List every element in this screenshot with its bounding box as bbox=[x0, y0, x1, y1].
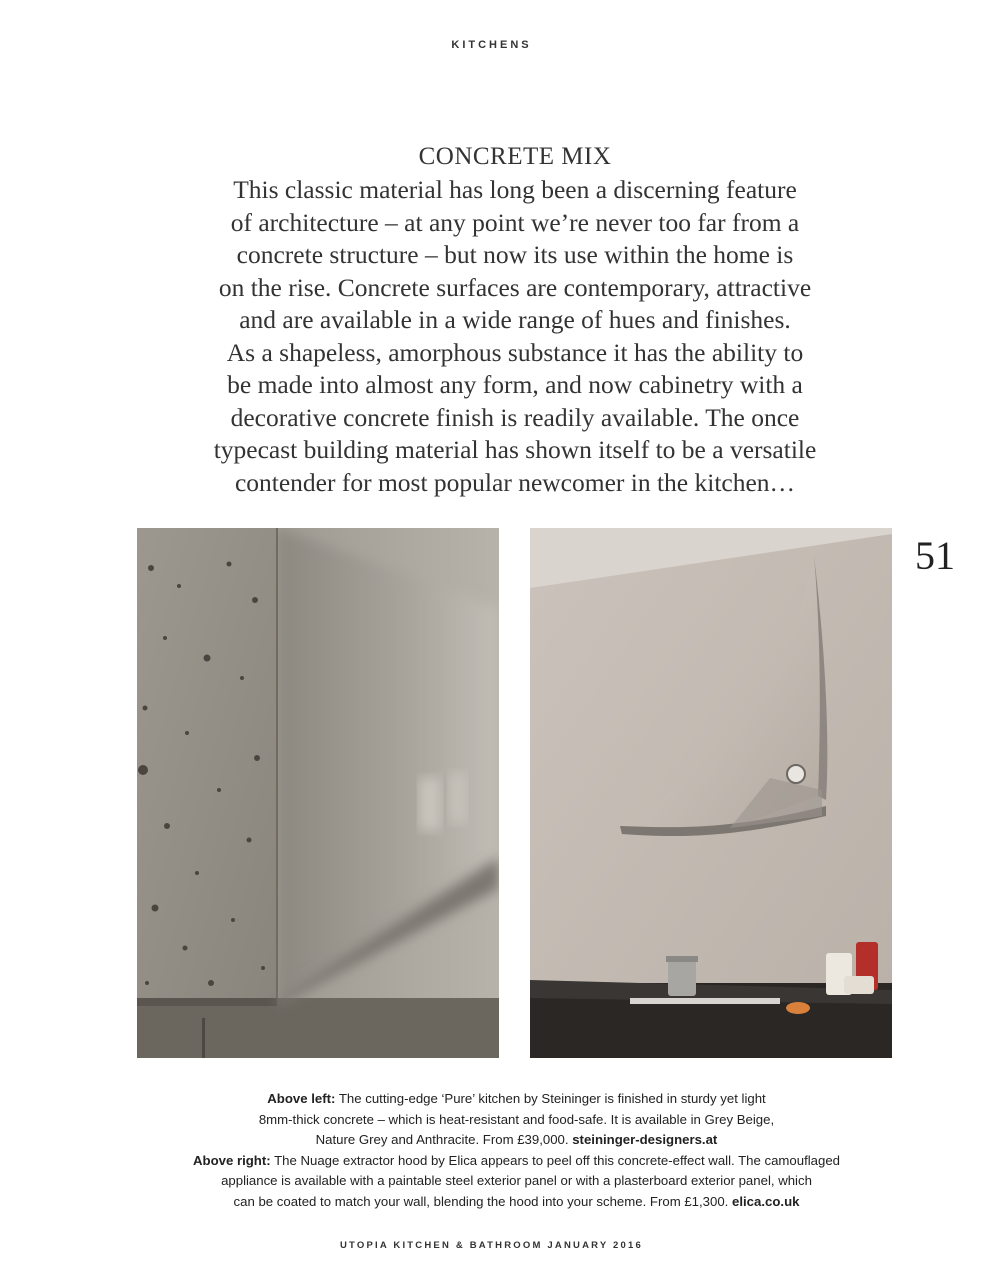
caption-text: can be coated to match your wall, blending the hood into your scheme. From £1,300. bbox=[233, 1193, 733, 1209]
caption-line: 8mm-thick concrete – which is heat-resistant and food-safe. It is available in Grey Beige, bbox=[258, 1111, 775, 1127]
page-footer: UTOPIA KITCHEN & BATHROOM JANUARY 2016 bbox=[339, 1240, 643, 1251]
caption-label-right: Above right: bbox=[192, 1152, 271, 1168]
caption-line bbox=[120, 1192, 913, 1213]
intro-line: typecast building material has shown itself to be a versatile bbox=[213, 435, 817, 464]
photo-captions bbox=[120, 1089, 913, 1212]
page-number: 51 bbox=[915, 533, 955, 578]
intro-line: decorative concrete finish is readily available. The once bbox=[230, 402, 800, 432]
article-title: CONCRETE MIX bbox=[418, 143, 612, 170]
intro-line: of architecture – at any point we’re never too far from a bbox=[230, 207, 800, 237]
caption-text: The cutting-edge ‘Pure’ kitchen by Steininger is finished in sturdy yet light bbox=[335, 1091, 766, 1106]
intro-line: contender for most popular newcomer in the kitchen… bbox=[234, 467, 796, 497]
elica-link: elica.co.uk bbox=[732, 1193, 800, 1209]
concrete-worktop-photo bbox=[137, 528, 499, 1058]
intro-line: on the rise. Concrete surfaces are contemporary, attractive bbox=[218, 272, 812, 302]
caption-text: Nature Grey and Anthracite. From £39,000. bbox=[315, 1132, 573, 1147]
steininger-link: steininger-designers.at bbox=[572, 1132, 718, 1147]
caption-line: appliance is available with a paintable steel exterior panel or with a plasterboard exterior panel, which bbox=[221, 1173, 812, 1188]
caption-label-left: Above left: bbox=[267, 1091, 336, 1106]
intro-line: This classic material has long been a discerning feature bbox=[233, 175, 797, 204]
intro-block bbox=[150, 140, 880, 499]
caption-text: The Nuage extractor hood by Elica appears to peel off this concrete-effect wall. The camouflaged bbox=[270, 1152, 841, 1168]
intro-line: As a shapeless, amorphous substance it has the ability to bbox=[226, 337, 804, 367]
caption-line bbox=[120, 1089, 913, 1110]
intro-line: be made into almost any form, and now cabinetry with a bbox=[227, 370, 803, 399]
intro-line: concrete structure – but now its use within the home is bbox=[236, 240, 794, 269]
caption-line bbox=[120, 1130, 913, 1151]
extractor-hood-photo bbox=[530, 528, 892, 1058]
section-label: KITCHENS bbox=[451, 39, 532, 51]
caption-line bbox=[120, 1151, 913, 1172]
intro-line: and are available in a wide range of hues and finishes. bbox=[239, 305, 791, 334]
